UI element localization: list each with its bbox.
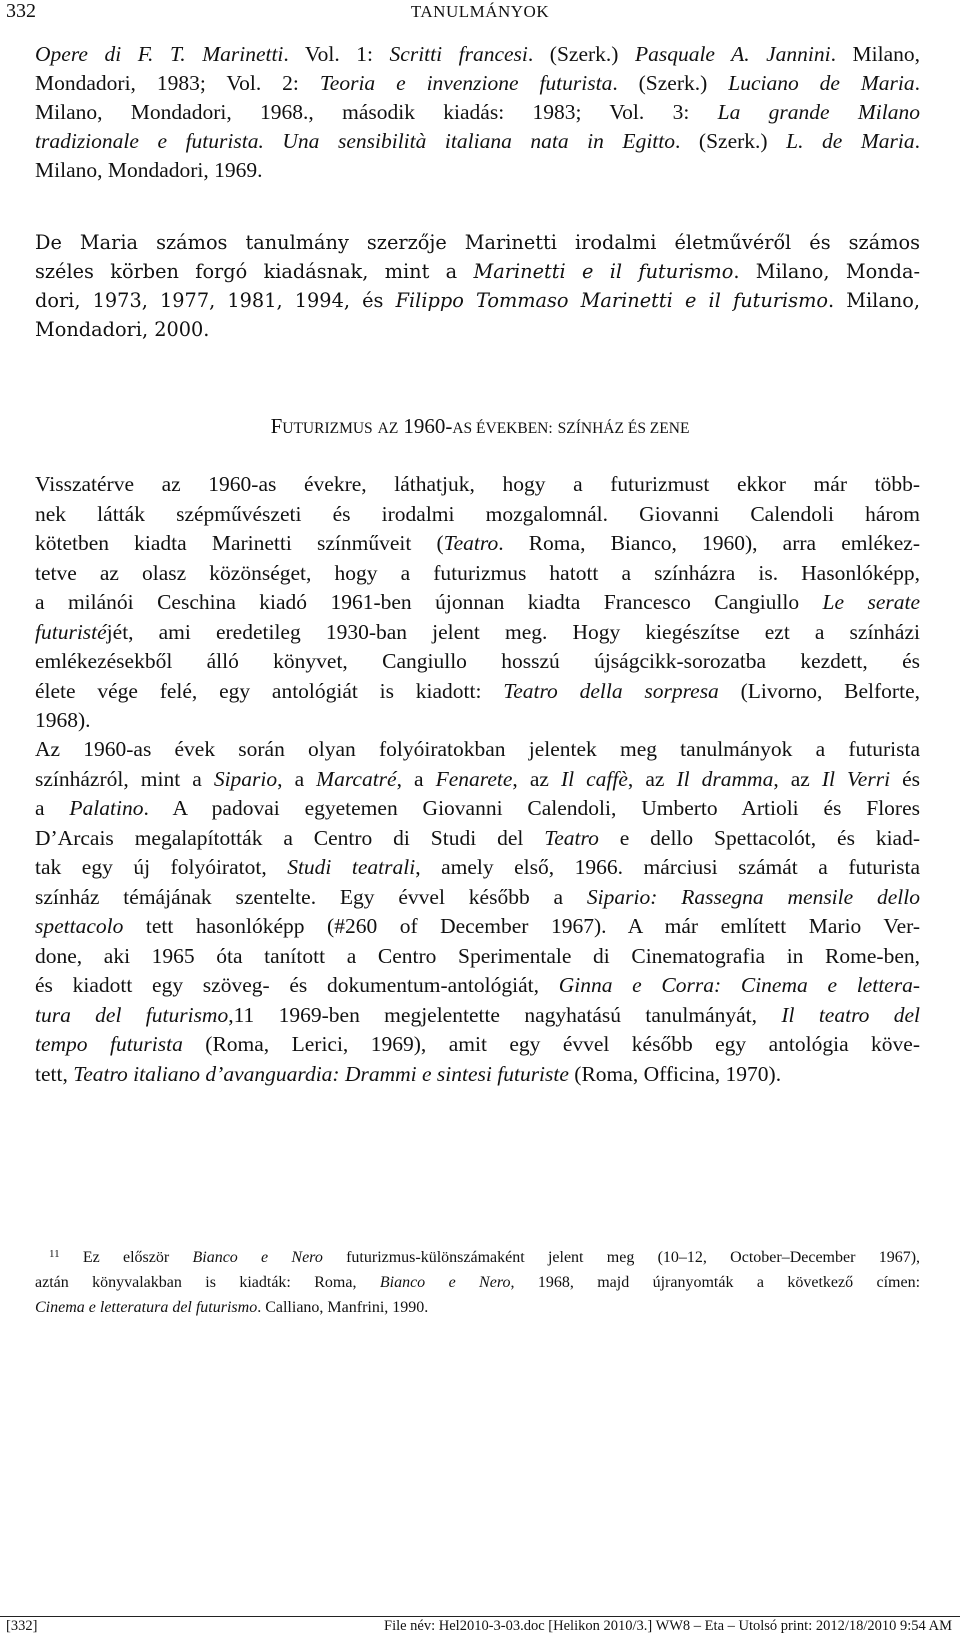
paragraph-line: tak egy új folyóiratot, Studi teatrali, amely első, 1966. márciusi számát a futurista [35,855,920,879]
paragraph-line: tetve az olasz közönséget, hogy a futurizmus hatott a színházra is. Hasonlóképp, [35,560,920,585]
reference-block [35,40,920,185]
paragraph-line: színházról, mint a Sipario, a Marcatré, a Fenarete, az Il caffè, az Il dramma, az Il Verri és [35,766,921,791]
paragraph-line: Visszatérve az 1960-as évekre, láthatjuk, hogy a futurizmust ekkor már több- [35,472,920,496]
description-line: De Maria számos tanulmány szerzője Marinetti irodalmi életművéről és számos [35,231,920,254]
paragraph-line: nek látták szépművészeti és irodalmi mozgalomnál. Giovanni Calendoli három [35,501,920,526]
reference-line: Mondadori, 1983; Vol. 2: Teoria e invenzione futurista. (Szerk.) Luciano de Maria. [35,71,920,95]
paragraph-line: és kiadott egy szöveg- és dokumentum-antológiát, Ginna e Corra: Cinema e lettera- [35,973,920,997]
body-paragraph-2 [35,735,920,1089]
description-line: dori, 1973, 1977, 1981, 1994, és Filippo Tommaso Marinetti e il futurismo. Milano, [35,289,920,312]
footer-right: File név: Hel2010-3-03.doc [Helikon 2010/3.] WW8 – Eta – Utolsó print: 2012/18/2010 9:54 AM [384,1618,952,1634]
section-title: FUTURIZMUS AZ 1960-AS ÉVEKBEN: SZÍNHÁZ ÉS ZENE [270,414,690,438]
running-head: TANULMÁNYOK [410,2,550,21]
paragraph-line: kötetben kiadta Marinetti színműveit (Teatro. Roma, Bianco, 1960), arra emlékez- [35,531,920,555]
paragraph-line: élete vége felé, egy antológiát is kiadott: Teatro della sorpresa (Livorno, Belforte, [35,678,920,703]
description-block [35,228,920,344]
footnote [35,1242,920,1320]
description-line: széles körben forgó kiadásnak, mint a Marinetti e il futurismo. Milano, Monda- [35,260,920,283]
paragraph-line: a Palatino. A padovai egyetemen Giovanni Calendoli, Umberto Artioli és Flores [35,796,920,820]
paragraph-line: tempo futurista (Roma, Lerici, 1969), amit egy évvel később egy antológia köve- [35,1032,920,1056]
paragraph-line: D’Arcais megalapították a Centro di Studi del Teatro e dello Spettacolót, és kiad- [35,825,920,850]
reference-line: Milano, Mondadori, 1968., második kiadás: 1983; Vol. 3: La grande Milano [35,100,920,124]
footer-rule [0,1616,960,1617]
paragraph-line: tett, Teatro italiano d’avanguardia: Drammi e sintesi futuriste (Roma, Officina, 1970). [35,1061,782,1086]
footnote-number: 11 [49,1248,60,1260]
description-line: Mondadori, 2000. [35,318,210,341]
footnote-line: Cinema e letteratura del futurismo. Calliano, Manfrini, 1990. [35,1299,429,1316]
paragraph-line: done, aki 1965 óta tanított a Centro Sperimentale di Cinematografia in Rome-ben, [35,943,920,968]
paragraph-line: tura del futurismo,11 1969-ben megjelentette nagyhatású tanulmányát, Il teatro del [35,1002,920,1027]
page-number: 332 [6,0,36,22]
paragraph-line: a milánói Ceschina kiadó 1961-ben újonnan kiadta Francesco Cangiullo Le serate [35,590,921,614]
body-paragraph-1 [35,470,920,736]
reference-line: tradizionale e futurista. Una sensibilità italiana nata in Egitto. (Szerk.) L. de Maria. [35,129,921,153]
paragraph-line: spettacolo tett hasonlóképp (#260 of December 1967). A már említett Mario Ver- [35,914,920,938]
footer-left: [332] [6,1618,38,1634]
reference-line: Milano, Mondadori, 1969. [35,158,263,182]
paragraph-line: emlékezésekből álló könyvet, Cangiullo hosszú újságcikk-sorozatba kezdett, és [35,649,920,673]
footnote-line: $^{11}$ Ez először Bianco e Nero futurizmus-különszámaként jelent meg (10–12, October–December 1967), [49,1248,921,1266]
page-header [0,0,960,26]
paragraph-line: futuristéjét, ami eredetileg 1930-ban jelent meg. Hogy kiegészítse ezt a színházi [35,619,920,644]
paragraph-line: színház témájának szentelte. Egy évvel később a Sipario: Rassegna mensile dello [35,884,921,909]
reference-line: Opere di F. T. Marinetti. Vol. 1: Scritti francesi. (Szerk.) Pasquale A. Jannini. Milano, [35,42,920,66]
paragraph-line: Az 1960-as évek során olyan folyóiratokban jelentek meg tanulmányok a futurista [35,737,920,761]
footnote-line: aztán könyvalakban is kiadták: Roma, Bianco e Nero, 1968, majd újranyomták a következő címen: [35,1274,921,1291]
paragraph-line: 1968). [35,708,91,732]
